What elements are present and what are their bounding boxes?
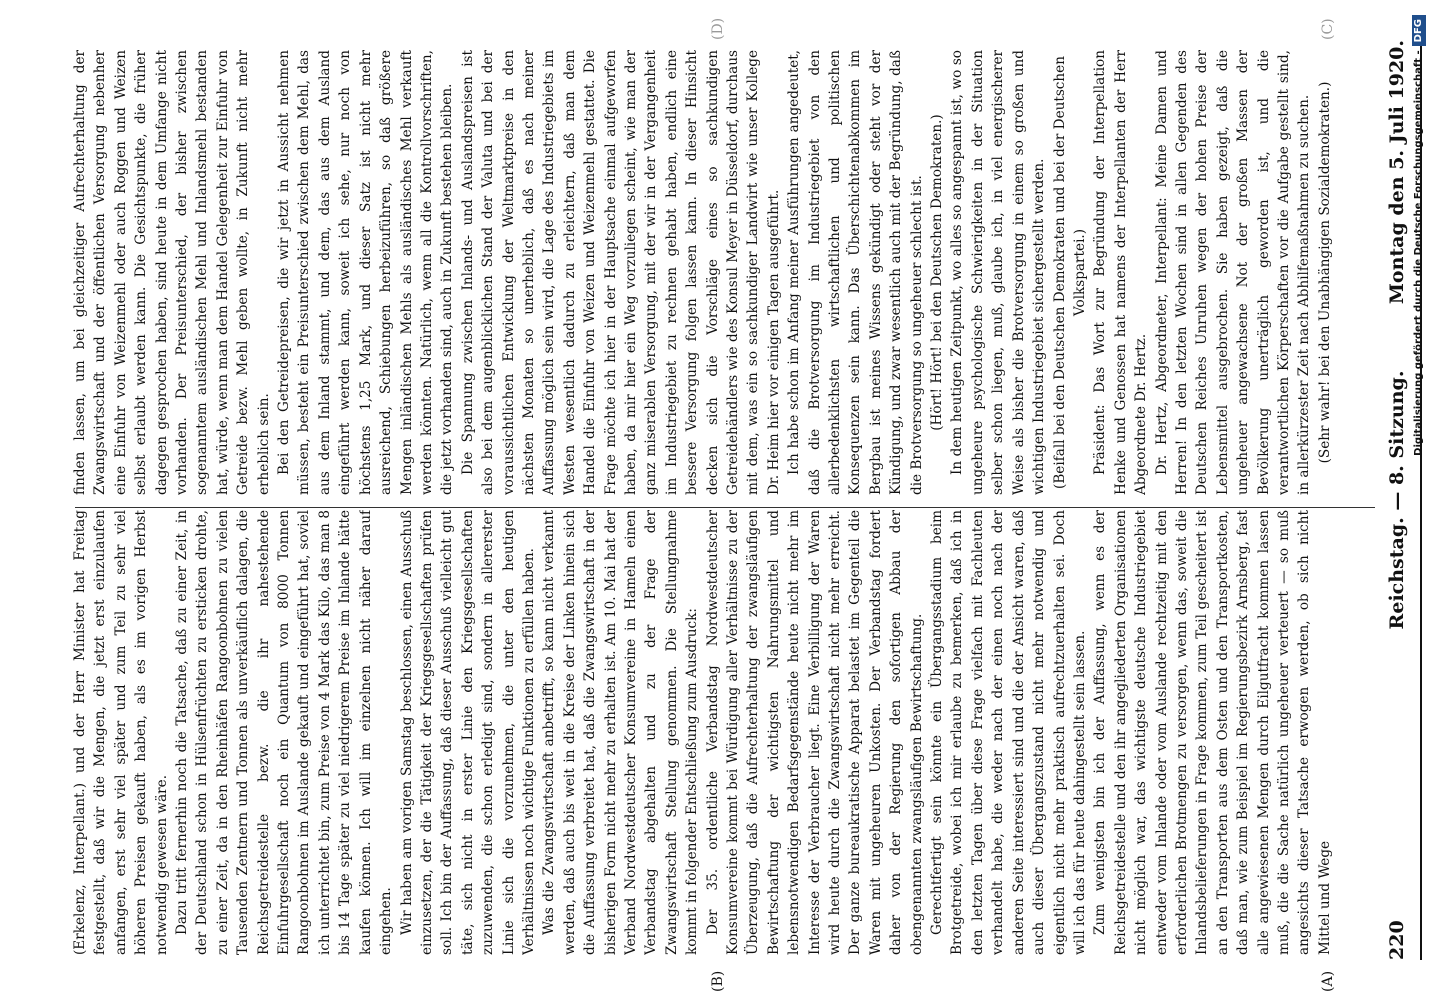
quoted-resolution: Der 35. ordentliche Verbandstag Nordwestdeutscher Konsumvereine kommt bei Würdigung aller Verhältnisse zu der Überzeugung, daß die Aufrechterhaltung der zwangsläufigen Bewirtschaftung der wichtigsten Nahrungsmittel und lebensnotwendigen Bedarfsgegenstände heute nicht mehr im Interesse der Verbraucher liegt. Eine Verbilligung der Waren wird heute durch die Zwangswirtschaft nicht mehr erreicht. Der ganze bureaukratische Apparat belastet im Gegenteil die Waren mit ungeheuren Unkosten. Der Verbandstag fordert daher von der Regierung den sofortigen Abbau der obengenannten zwangsläufigen Bewirtschaftung. xyxy=(704,510,925,955)
paragraph: Ich habe schon im Anfang meiner Ausführungen angedeutet, daß die Brotversorgung im Industriegebiet von den allerbedenklichsten wirtschaftlichen und politischen Konsequenzen sein kann. Das Überschichtenabkommen im Bergbau ist meines Wissens gekündigt oder steht vor der Kündigung, und zwar wesentlich auch mit der Begründung, daß die Brotversorgung so ungeheuer schlecht ist. xyxy=(786,50,925,495)
column-divider xyxy=(75,507,1375,508)
left-column xyxy=(70,510,1375,955)
paragraph: Wir haben am vorigen Samstag beschlossen, einen Ausschuß einzusetzen, der die Tätigkeit der Kriegsgesellschaften prüfen soll. Ich bin der Auffassung, daß dieser Ausschuß vielleicht gut täte, sich nicht in erster Linie den Kriegsgesellschaften zuzuwenden, die schon erledigt sind, sondern in allererster Linie sich die vorzunehmen, die unter den heutigen Verhältnissen noch wichtige Funktionen zu erfüllen haben. xyxy=(398,510,537,955)
right-column xyxy=(70,50,1375,495)
president-statement: Präsident: Das Wort zur Begründung der Interpellation Henke und Genossen hat namens der Interpellanten der Herr Abgeordnete Dr. Hertz. xyxy=(1092,50,1150,495)
margin-mark-d: (D) xyxy=(710,17,726,40)
speaker-statement: Dr. Hertz, Abgeordneter, Interpellant: Meine Damen und Herren! In den letzten Wochen sind in allen Gegenden des Deutschen Reiches Unruhen wegen der hohen Preise der Lebensmittel ausgebrochen. Sie haben gezeigt, daß die ungeheuer angewachsene Not der großen Massen der Bevölkerung unerträglich geworden ist, und die verantwortlichen Körperschaften vor die Aufgabe gestellt sind, in allerkürzester Zeit nach Abhilfemaßnahmen zu suchen. xyxy=(1153,50,1313,495)
interjection: (Hört! Hört! bei den Deutschen Demokraten.) xyxy=(929,114,946,431)
paragraph: Zum wenigsten bin ich der Auffassung, wenn es der Reichsgetreidestelle und den ihr angegliederten Organisationen nicht möglich war, das wichtigste deutsche Industriegebiet entweder vom Inlande oder vom Auslande rechtzeitig mit den erforderlichen Brotmengen zu versorgen, wenn das, soweit die Inlandsbelieferungen in Frage kommen, zum Teil gescheitert ist an den Transporten aus dem Osten und den Transportkosten, daß man, wie zum Beispiel im Regierungsbezirk Arnsberg, fast alle angewiesenen Mengen durch Eilgutfracht kommen lassen muß, die die Sache natürlich ungeheuer verteuert — so muß angesichts dieser Tatsache erwogen werden, ob sich nicht Mittel und Wege xyxy=(1092,510,1333,955)
session-title: Reichstag. — 8. Sitzung. xyxy=(1386,370,1408,630)
margin-mark-c: (C) xyxy=(1320,18,1336,40)
margin-mark-a: (A) xyxy=(1320,970,1336,992)
digitization-sidebar xyxy=(1404,0,1434,1000)
paragraph: (Erkelenz, Interpellant.) und der Herr Minister hat Freitag festgestellt, daß wir die Mengen, die jetzt erst einzulaufen anfangen, erst sehr viel später und zum Teil zu sehr viel höheren Preisen gekauft haben, als es im vorigen Herbst notwendig gewesen wäre. xyxy=(72,510,170,955)
margin-mark-b: (B) xyxy=(710,970,726,992)
digitization-credit xyxy=(1404,15,1434,985)
credit-text: Digitalisierung gefördert durch die Deutsche Forschungsgemeinschaft - xyxy=(1413,50,1424,456)
paragraph: Die Spannung zwischen Inlands- und Auslandspreisen ist also bei dem augenblicklichen Stand der Valuta und bei der voraussichtlichen Entwicklung der Weltmarktpreise in den nächsten Monaten so unerheblich, daß es nach meiner Auffassung möglich sein wird, die Lage des Industriegebiets im Westen wesentlich dadurch zu erleichtern, daß man dem Handel die Einfuhr von Weizen und Weizenmehl gestattet. Die Frage möchte ich hier in der Hauptsache einmal aufgeworfen haben, da mir hier ein Weg vorzuliegen scheint, wie man der ganz miserablen Versorgung, mit der wir in der Vergangenheit im Industriegebiet zu rechnen gehabt haben, endlich eine bessere Versorgung folgen lassen kann. In dieser Hinsicht decken sich die Vorschläge eines so sachkundigen Getreidehändlers wie des Konsul Meyer in Düsseldorf, durchaus mit dem, was ein so sachkundiger Landwirt wie unser Kollege Dr. Heim hier vor einigen Tagen ausgeführt. xyxy=(459,50,782,495)
interjection: (Beifall bei den Deutschen Demokraten und bei der Deutschen Volkspartei.) xyxy=(1051,56,1088,489)
interjection: (Sehr wahr! bei den Unabhängigen Sozialdemokraten.) xyxy=(1316,81,1333,464)
dfg-logo: DFG xyxy=(1412,15,1426,46)
paragraph: finden lassen, um bei gleichzeitiger Aufrechterhaltung der Zwangswirtschaft und der öffentlichen Versorgung nebenher eine Einfuhr von Weizenmehl oder auch Roggen und Weizen selbst erlaubt werden kann. Die Gesichtspunkte, die früher dagegen gesprochen haben, sind heute in dem Umfange nicht vorhanden. Der Preisunterschied, der bisher zwischen sogenanntem ausländischen Mehl und Inlandsmehl bestanden hat, würde, wenn man dem Handel Gelegenheit zur Einfuhr von Getreide bezw. Mehl geben wollte, in Zukunft nicht mehr erheblich sein. xyxy=(72,50,272,495)
paragraph: In dem heutigen Zeitpunkt, wo alles so angespannt ist, wo so ungeheure psychologische Schwierigkeiten in der Situation selber schon liegen, muß, glaube ich, in viel energischerer Weise als bisher die Brotversorgung in einem so großen und wichtigen Industriegebiet sichergestellt werden. xyxy=(949,50,1048,495)
paragraph: Was die Zwangswirtschaft anbetrifft, so kann nicht verkannt werden, daß auch bis weit in die Kreise der Linken hinein sich die Auffassung verbreitet hat, daß die Zwangswirtschaft in der bisherigen Form nicht mehr zu erhalten ist. Am 10. Mai hat der Verband Nordwestdeutscher Konsumvereine in Hameln einen Verbandstag abgehalten und zu der Frage der Zwangswirtschaft Stellung genommen. Die Stellungnahme kommt in folgender Entschließung zum Ausdruck: xyxy=(541,510,701,955)
paragraph: Gerechtfertigt sein könnte ein Übergangsstadium beim Brotgetreide, wobei ich mir erlaube zu bemerken, daß ich in den letzten Tagen über diese Frage vielfach mit Fachleuten verhandelt habe, die weder nach der einen noch nach der anderen Seite interessiert sind und die der Ansicht waren, daß auch dieser Übergangszustand nicht mehr notwendig und eigentlich nicht mehr praktisch aufrechtzuerhalten sei. Doch will ich das für heute dahingestellt sein lassen. xyxy=(929,510,1088,955)
page-number: 220 xyxy=(1386,920,1408,960)
paragraph: Dazu tritt fernerhin noch die Tatsache, daß zu einer Zeit, in der Deutschland schon in Hülsenfrüchten zu ersticken drohte, zu einer Zeit, da in den Rheinhäfen Rangoonbohnen zu vielen Tausenden Zentnern und Tonnen als unverkäuflich dalagen, die Reichsgetreidestelle bezw. die ihr nahestehende Einfuhrgesellschaft noch ein Quantum von 8000 Tonnen Rangoonbohnen im Auslande gekauft und eingeführt hat, soviel ich unterrichtet bin, zum Preise von 4 Mark das Kilo, das man 8 bis 14 Tage später zu viel niedrigerem Preise im Inlande hätte kaufen können. Ich will im einzelnen nicht näher darauf eingehen. xyxy=(174,510,395,955)
paragraph: Bei den Getreidepreisen, die wir jetzt in Aussicht nehmen müssen, besteht ein Preisunterschied zwischen dem Mehl, das aus dem Inland stammt, und dem, das aus dem Ausland eingeführt werden kann, soweit ich sehe, nur noch von höchstens 1,25 Mark, und dieser Satz ist nicht mehr ausreichend, Schiebungen herbeizuführen, so daß größere Mengen inländischen Mehls als ausländisches Mehl verkauft werden könnten. Natürlich, wenn all die Kontrollvorschriften, die jetzt vorhanden sind, auch in Zukunft bestehen bleiben. xyxy=(276,50,456,495)
session-date: Montag den 5. Juli 1920. xyxy=(1386,40,1408,305)
